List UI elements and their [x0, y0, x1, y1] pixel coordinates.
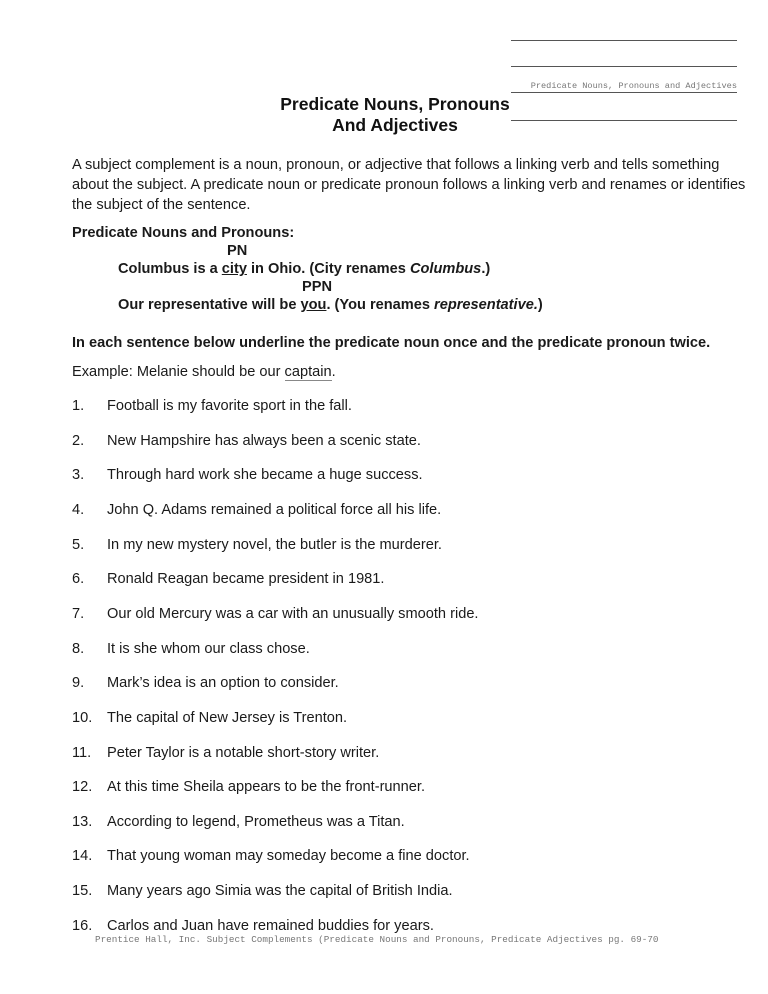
- item-number: 8.: [72, 640, 85, 657]
- item-number: 9.: [72, 675, 85, 692]
- period-blank-line[interactable]: [511, 120, 737, 121]
- footer-citation: Prentice Hall, Inc. Subject Complements (Predicate Nouns and Pronouns, Predicate Adjectives pg. 69-70: [95, 934, 659, 945]
- item-number: 2.: [72, 432, 85, 449]
- item-sentence[interactable]: Our old Mercury was a car with an unusually smooth ride.: [107, 605, 479, 622]
- exercise-item[interactable]: [72, 779, 425, 795]
- example-sentence-pn: [118, 261, 490, 277]
- item-sentence[interactable]: Football is my favorite sport in the fall.: [107, 398, 352, 414]
- item-sentence[interactable]: Through hard work she became a huge success.: [107, 467, 423, 484]
- example-text: .): [481, 261, 491, 277]
- exercise-item[interactable]: [72, 433, 421, 449]
- item-sentence[interactable]: Peter Taylor is a notable short-story writer.: [107, 744, 380, 761]
- item-number: 16.: [72, 917, 93, 934]
- example-text: ): [537, 297, 543, 313]
- exercise-item[interactable]: [72, 918, 434, 934]
- example-line: [72, 364, 336, 380]
- item-sentence[interactable]: According to legend, Prometheus was a Titan.: [107, 813, 405, 830]
- item-number: 15.: [72, 883, 93, 900]
- predicate-noun-city: city: [221, 261, 247, 277]
- item-sentence[interactable]: Mark’s idea is an option to consider.: [107, 675, 339, 692]
- item-sentence[interactable]: That young woman may someday become a fine doctor.: [107, 848, 470, 865]
- item-number: 7.: [72, 605, 85, 622]
- exercise-item[interactable]: [72, 537, 442, 553]
- item-number: 1.: [72, 398, 85, 414]
- item-number: 6.: [72, 571, 85, 588]
- example-italic: representative.: [434, 297, 538, 313]
- item-sentence[interactable]: Carlos and Juan have remained buddies for years.: [107, 917, 434, 934]
- exercise-item[interactable]: [72, 502, 441, 518]
- example-sentence-ppn: [118, 297, 543, 313]
- page-title: [250, 94, 540, 136]
- example-text: . (You renames: [326, 297, 435, 313]
- item-sentence[interactable]: New Hampshire has always been a scenic state.: [107, 432, 421, 449]
- item-sentence[interactable]: John Q. Adams remained a political force all his life.: [107, 501, 442, 518]
- item-sentence[interactable]: Ronald Reagan became president in 1981.: [107, 571, 385, 588]
- exercise-item[interactable]: [72, 641, 310, 657]
- item-number: 4.: [72, 501, 85, 518]
- instructions: In each sentence below underline the predicate noun once and the predicate pronoun twice.: [72, 335, 711, 351]
- pn-label: PN: [227, 243, 248, 259]
- item-number: 12.: [72, 779, 93, 796]
- exercise-item[interactable]: [72, 571, 384, 587]
- example-underlined-word: captain: [284, 364, 332, 380]
- item-number: 14.: [72, 848, 93, 865]
- ppn-label: PPN: [302, 279, 333, 295]
- example-text: Our representative will be: [118, 297, 301, 313]
- header-topic-label: Predicate Nouns, Pronouns and Adjectives: [511, 81, 737, 93]
- exercise-item[interactable]: [72, 745, 379, 761]
- title-line-1: Predicate Nouns, Pronouns: [280, 94, 510, 114]
- example-text: Columbus is a: [118, 261, 222, 277]
- exercise-item[interactable]: [72, 814, 405, 830]
- item-sentence[interactable]: Many years ago Simia was the capital of British India.: [107, 883, 453, 900]
- example-line-text: Example: Melanie should be our: [72, 364, 285, 380]
- exercise-item[interactable]: [72, 848, 470, 864]
- item-number: 11.: [72, 744, 92, 761]
- item-number: 10.: [72, 709, 93, 726]
- item-sentence[interactable]: In my new mystery novel, the butler is the murderer.: [107, 536, 442, 553]
- exercise-item[interactable]: [72, 467, 423, 483]
- exercise-item[interactable]: [72, 606, 479, 622]
- item-number: 13.: [72, 813, 93, 830]
- item-sentence[interactable]: It is she whom our class chose.: [107, 640, 310, 657]
- section-heading: Predicate Nouns and Pronouns:: [72, 225, 295, 241]
- item-sentence[interactable]: The capital of New Jersey is Trenton.: [107, 709, 348, 726]
- item-sentence[interactable]: At this time Sheila appears to be the front-runner.: [107, 779, 425, 796]
- example-line-text: .: [331, 364, 336, 380]
- title-line-2: And Adjectives: [332, 115, 458, 135]
- name-blank-line[interactable]: [511, 40, 737, 41]
- exercise-item[interactable]: [72, 398, 352, 414]
- intro-paragraph: A subject complement is a noun, pronoun, or adjective that follows a linking verb and tells something about the subject. A predicate noun or predicate pronoun follows a linking verb and renames or identifies the subject of the sentence.: [72, 157, 746, 213]
- item-number: 5.: [72, 536, 85, 553]
- example-italic: Columbus: [409, 261, 482, 277]
- item-number: 3.: [72, 467, 85, 484]
- predicate-pronoun-you: you: [300, 297, 327, 313]
- example-text: in Ohio. (City renames: [246, 261, 410, 277]
- exercise-item[interactable]: [72, 710, 347, 726]
- exercise-item[interactable]: [72, 675, 339, 691]
- exercise-item[interactable]: [72, 883, 453, 899]
- date-blank-line[interactable]: [511, 66, 737, 67]
